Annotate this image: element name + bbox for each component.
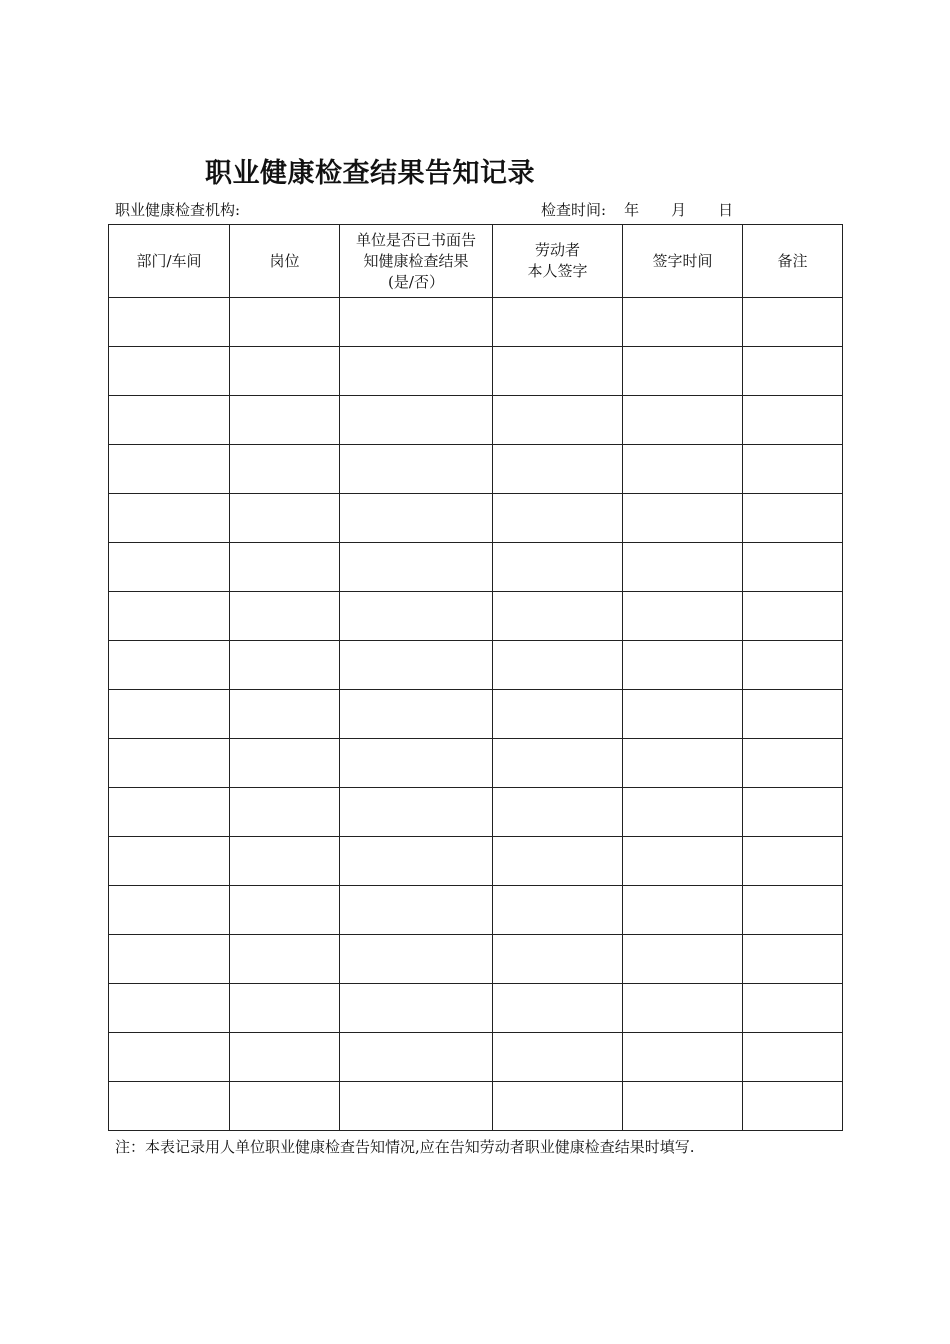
department-cell[interactable]	[109, 690, 230, 739]
table-row	[109, 788, 843, 837]
remarks-cell[interactable]	[743, 641, 843, 690]
sign-time-cell[interactable]	[623, 739, 743, 788]
worker-signature-cell[interactable]	[493, 1082, 623, 1131]
remarks-cell[interactable]	[743, 788, 843, 837]
worker-signature-cell[interactable]	[493, 543, 623, 592]
written-notice-cell[interactable]	[340, 592, 493, 641]
page-title: 职业健康检查结果告知记录	[205, 158, 535, 189]
department-cell[interactable]	[109, 788, 230, 837]
header-remarks	[743, 225, 843, 298]
header-worker-signature-line2: 本人签字	[527, 262, 588, 280]
position-cell[interactable]	[230, 445, 340, 494]
written-notice-cell[interactable]	[340, 837, 493, 886]
header-sign-time-label: 签字时间	[652, 251, 713, 270]
header-written-notice-line1: 单位是否已书面告	[355, 230, 476, 249]
worker-signature-cell[interactable]	[493, 445, 623, 494]
table-row	[109, 1033, 843, 1082]
department-cell[interactable]	[109, 1082, 230, 1131]
position-cell[interactable]	[230, 690, 340, 739]
department-cell[interactable]	[109, 641, 230, 690]
position-cell[interactable]	[230, 1033, 340, 1082]
department-cell[interactable]	[109, 298, 230, 347]
department-cell[interactable]	[109, 984, 230, 1033]
institution-label: 职业健康检查机构:	[115, 201, 241, 219]
written-notice-cell[interactable]	[340, 935, 493, 984]
position-cell[interactable]	[230, 984, 340, 1033]
department-cell[interactable]	[109, 543, 230, 592]
worker-signature-cell[interactable]	[493, 1033, 623, 1082]
table-row	[109, 543, 843, 592]
sign-time-cell[interactable]	[623, 837, 743, 886]
table-header-row	[109, 225, 843, 298]
table-row	[109, 298, 843, 347]
worker-signature-cell[interactable]	[493, 886, 623, 935]
date-year: 年	[624, 201, 640, 219]
department-cell[interactable]	[109, 592, 230, 641]
header-written-notice-line2: 知健康检查结果	[363, 251, 469, 270]
written-notice-cell[interactable]	[340, 739, 493, 788]
table-row	[109, 494, 843, 543]
worker-signature-cell[interactable]	[493, 788, 623, 837]
worker-signature-cell[interactable]	[493, 739, 623, 788]
table-row	[109, 935, 843, 984]
sign-time-cell[interactable]	[623, 445, 743, 494]
header-remarks-label: 备注	[777, 251, 808, 270]
sign-time-cell[interactable]	[623, 298, 743, 347]
written-notice-cell[interactable]	[340, 347, 493, 396]
header-position-label: 岗位	[269, 251, 300, 270]
department-cell[interactable]	[109, 494, 230, 543]
table-row	[109, 445, 843, 494]
written-notice-cell[interactable]	[340, 494, 493, 543]
department-cell[interactable]	[109, 739, 230, 788]
table-row	[109, 396, 843, 445]
position-cell[interactable]	[230, 1082, 340, 1131]
position-cell[interactable]	[230, 592, 340, 641]
header-position	[230, 225, 340, 298]
department-cell[interactable]	[109, 396, 230, 445]
remarks-cell[interactable]	[743, 396, 843, 445]
sign-time-cell[interactable]	[623, 494, 743, 543]
table-row	[109, 641, 843, 690]
table-row	[109, 739, 843, 788]
department-cell[interactable]	[109, 886, 230, 935]
written-notice-cell[interactable]	[340, 886, 493, 935]
position-cell[interactable]	[230, 298, 340, 347]
written-notice-cell[interactable]	[340, 984, 493, 1033]
worker-signature-cell[interactable]	[493, 984, 623, 1033]
worker-signature-cell[interactable]	[493, 837, 623, 886]
written-notice-cell[interactable]	[340, 1033, 493, 1082]
remarks-cell[interactable]	[743, 347, 843, 396]
department-cell[interactable]	[109, 445, 230, 494]
sign-time-cell[interactable]	[623, 347, 743, 396]
worker-signature-cell[interactable]	[493, 347, 623, 396]
sign-time-cell[interactable]	[623, 984, 743, 1033]
header-department-label: 部门/车间	[136, 251, 202, 270]
department-cell[interactable]	[109, 1033, 230, 1082]
sign-time-cell[interactable]	[623, 641, 743, 690]
header-written-notice-line3: (是/否）	[388, 272, 444, 291]
department-cell[interactable]	[109, 935, 230, 984]
table-row	[109, 886, 843, 935]
sign-time-cell[interactable]	[623, 543, 743, 592]
header-sign-time	[623, 225, 743, 298]
position-cell[interactable]	[230, 739, 340, 788]
remarks-cell[interactable]	[743, 543, 843, 592]
written-notice-cell[interactable]	[340, 396, 493, 445]
sign-time-cell[interactable]	[623, 690, 743, 739]
header-written-notice	[340, 225, 493, 298]
date-day: 日	[718, 201, 734, 219]
sign-time-cell[interactable]	[623, 592, 743, 641]
written-notice-cell[interactable]	[340, 298, 493, 347]
table-row	[109, 347, 843, 396]
written-notice-cell[interactable]	[340, 1082, 493, 1131]
position-cell[interactable]	[230, 494, 340, 543]
header-department	[109, 225, 230, 298]
remarks-cell[interactable]	[743, 984, 843, 1033]
worker-signature-cell[interactable]	[493, 494, 623, 543]
remarks-cell[interactable]	[743, 298, 843, 347]
position-cell[interactable]	[230, 641, 340, 690]
written-notice-cell[interactable]	[340, 690, 493, 739]
worker-signature-cell[interactable]	[493, 592, 623, 641]
check-date-field	[541, 199, 733, 221]
position-cell[interactable]	[230, 543, 340, 592]
date-month: 月	[671, 201, 687, 219]
sign-time-cell[interactable]	[623, 886, 743, 935]
department-cell[interactable]	[109, 837, 230, 886]
position-cell[interactable]	[230, 837, 340, 886]
department-cell[interactable]	[109, 347, 230, 396]
table-row	[109, 837, 843, 886]
position-cell[interactable]	[230, 347, 340, 396]
written-notice-cell[interactable]	[340, 641, 493, 690]
worker-signature-cell[interactable]	[493, 935, 623, 984]
institution-field	[115, 199, 240, 221]
table-body	[109, 298, 843, 1131]
position-cell[interactable]	[230, 886, 340, 935]
remarks-cell[interactable]	[743, 494, 843, 543]
sign-time-cell[interactable]	[623, 935, 743, 984]
remarks-cell[interactable]	[743, 1082, 843, 1131]
worker-signature-cell[interactable]	[493, 298, 623, 347]
written-notice-cell[interactable]	[340, 788, 493, 837]
worker-signature-cell[interactable]	[493, 396, 623, 445]
remarks-cell[interactable]	[743, 592, 843, 641]
sign-time-cell[interactable]	[623, 396, 743, 445]
table-row	[109, 592, 843, 641]
notification-record-table	[108, 224, 843, 1131]
position-cell[interactable]	[230, 935, 340, 984]
table-row	[109, 1082, 843, 1131]
sign-time-cell[interactable]	[623, 1082, 743, 1131]
worker-signature-cell[interactable]	[493, 641, 623, 690]
date-label: 检查时间:	[541, 201, 607, 219]
position-cell[interactable]	[230, 396, 340, 445]
header-worker-signature	[493, 225, 623, 298]
remarks-cell[interactable]	[743, 886, 843, 935]
remarks-cell[interactable]	[743, 445, 843, 494]
table-row	[109, 690, 843, 739]
sign-time-cell[interactable]	[623, 788, 743, 837]
written-notice-cell[interactable]	[340, 445, 493, 494]
remarks-cell[interactable]	[743, 1033, 843, 1082]
worker-signature-cell[interactable]	[493, 690, 623, 739]
written-notice-cell[interactable]	[340, 543, 493, 592]
remarks-cell[interactable]	[743, 739, 843, 788]
table-row	[109, 984, 843, 1033]
remarks-cell[interactable]	[743, 935, 843, 984]
position-cell[interactable]	[230, 788, 340, 837]
footnote: 注：本表记录用人单位职业健康检查告知情况,应在告知劳动者职业健康检查结果时填写.	[115, 1138, 695, 1156]
remarks-cell[interactable]	[743, 837, 843, 886]
remarks-cell[interactable]	[743, 690, 843, 739]
sign-time-cell[interactable]	[623, 1033, 743, 1082]
header-worker-signature-line1: 劳动者	[534, 241, 580, 259]
